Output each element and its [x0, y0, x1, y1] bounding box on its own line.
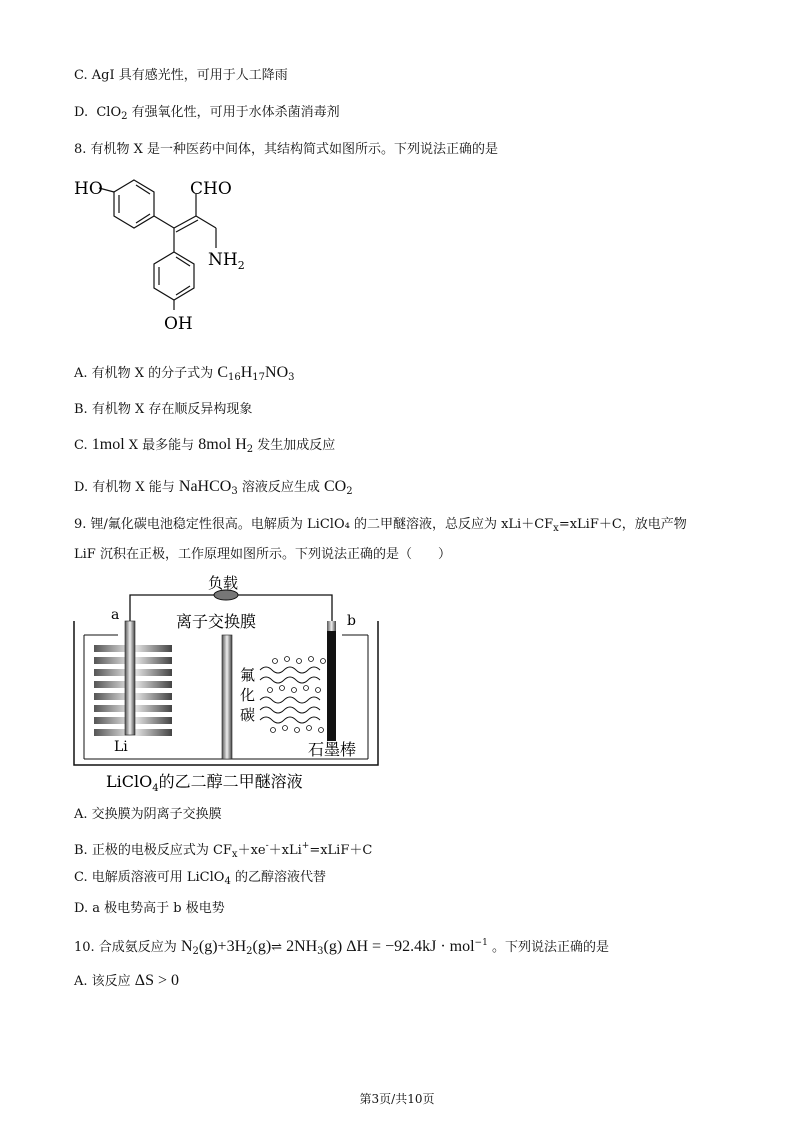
q9-option-d: D. a 极电势高于 b 极电势 — [74, 901, 225, 916]
electrode-b-label: b — [347, 613, 356, 629]
oh-bottom-label: OH — [164, 314, 193, 332]
q10-option-a: A. 该反应 ΔS > 0 — [74, 972, 180, 989]
q7-option-d: D. ClO$_2$ 有强氧化性，可用于水体杀菌消毒剂 — [74, 105, 340, 122]
ho-top-label: HO — [74, 179, 103, 199]
q10-stem: 10. 合成氨反应为 $N_2(g)+3H_2(g)\rightleftharpoons$ $2NH_3(g) \Delta H = -92.4kJ \cdot mol^{-1}$ 。下列说法正确的是 — [74, 938, 609, 957]
ion-exchange-membrane — [222, 635, 232, 759]
graphite-rod — [327, 621, 336, 741]
q9-battery-diagram — [70, 575, 390, 795]
q9-option-b: B. 正极的电极反应式为 $CF_x+xe^-+xLi^+=xLiF+C$ — [74, 841, 373, 860]
q8-option-d: D. 有机物 X 能与 NaHCO$_3$ 溶液反应生成 $CO_2$ — [74, 478, 353, 497]
fluoride-carbon-char-1: 氟 — [240, 666, 256, 684]
q8-option-c: C. 1mol X 最多能与 8mol $H_2$ 发生加成反应 — [74, 436, 336, 455]
load-label: 负载 — [208, 575, 239, 592]
fluoride-carbon-char-2: 化 — [240, 686, 256, 704]
fluorinated-carbon-layers — [260, 667, 320, 723]
fluoride-carbon-char-3: 碳 — [240, 706, 256, 724]
q8-option-b: B. 有机物 X 存在顺反异构现象 — [74, 402, 253, 417]
q9-option-c: C. 电解质溶液可用 LiClO$_4$ 的乙醇溶液代替 — [74, 870, 326, 887]
li-label: Li — [114, 739, 128, 755]
q8-stem: 8. 有机物 X 是一种医药中间体，其结构简式如图所示。下列说法正确的是 — [74, 142, 499, 157]
electrode-a-rod — [125, 621, 135, 735]
electrolyte-caption: LiClO$_4$的乙二醇二甲醚溶液 — [106, 772, 303, 794]
electrode-a-label: a — [111, 607, 120, 623]
lower-benzene-ring — [154, 252, 194, 310]
q9-option-a: A. 交换膜为阴离子交换膜 — [74, 807, 222, 822]
q8-structure-diagram — [74, 172, 294, 332]
equilibrium-arrow: ⇌ — [271, 940, 283, 955]
graphite-label: 石墨棒 — [308, 740, 357, 759]
cho-label: CHO — [190, 179, 232, 199]
page-footer: 第3页/共10页 — [359, 1092, 435, 1106]
q9-stem-line2: LiF 沉积在正极，工作原理如图所示。下列说法正确的是（ ） — [74, 547, 451, 562]
q9-stem-line1: 9. 锂/氟化碳电池稳定性很高。电解质为 LiClO₄ 的二甲醚溶液，总反应为 $xLi+CF_x=xLiF+C$，放电产物 — [74, 517, 687, 534]
nh2-label: $NH_2$ — [208, 250, 245, 272]
q8-option-a: A. 有机物 X 的分子式为 $C_{16}H_{17}NO_3$ — [74, 364, 295, 383]
q7-option-c: C. AgI 具有感光性，可用于人工降雨 — [74, 68, 288, 83]
membrane-label: 离子交换膜 — [176, 612, 257, 631]
